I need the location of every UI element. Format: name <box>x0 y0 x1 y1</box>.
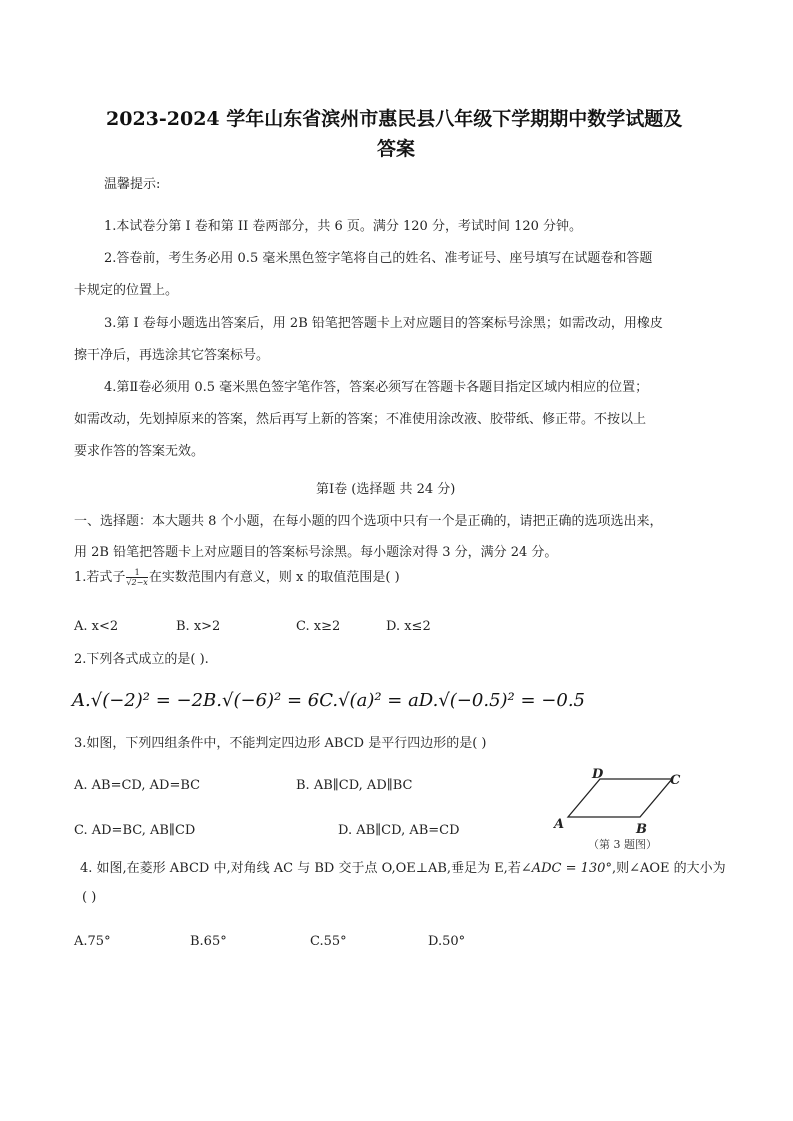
question-1-option-d: D. x≤2 <box>386 619 431 634</box>
page-title-line-2: 答案 <box>377 138 416 160</box>
tip-line-3: 卡规定的位置上。 <box>74 283 179 298</box>
parallelogram-abcd <box>568 779 672 817</box>
section-intro-line-1: 一、选择题：本大题共 8 个小题，在每小题的四个选项中只有一个是正确的，请把正确的选项选出来， <box>74 514 663 529</box>
question-4-stem <box>80 860 726 878</box>
question-2-stem: 2.下列各式成立的是( ). <box>74 652 209 667</box>
question-3-option-a: A. AB=CD, AD=BC <box>74 778 201 793</box>
tip-line-1: 1.本试卷分第 I 卷和第 II 卷两部分，共 6 页。满分 120 分，考试时间 120 分钟。 <box>104 219 583 234</box>
question-4-stem-start: 4. 如图,在菱形 ABCD 中,对角线 AC 与 BD 交于点 O,OE⊥AB,垂足为 E,若 <box>80 861 521 876</box>
tip-line-5: 擦干净后，再选涂其它答案标号。 <box>74 348 270 363</box>
question-1-option-c: C. x≥2 <box>296 619 341 634</box>
question-3-figure <box>550 762 690 852</box>
vertex-label-b: B <box>636 822 647 837</box>
tip-line-4: 3.第 I 卷每小题选出答案后，用 2B 铅笔把答题卡上对应题目的答案标号涂黑；如需改动，用橡皮 <box>104 316 663 331</box>
page-title-line-1: 2023-2024 学年山东省滨州市惠民县八年级下学期期中数学试题及 <box>106 108 683 130</box>
question-1-stem <box>74 568 400 587</box>
fraction-denominator: √2−x <box>126 578 148 587</box>
question-3-stem: 3.如图，下列四组条件中，不能判定四边形 ABCD 是平行四边形的是( ) <box>74 736 487 751</box>
question-3-option-b: B. AB∥CD, AD∥BC <box>296 778 413 793</box>
question-2-options-math: A.√(−2)² = −2B.√(−6)² = 6C.√(a)² = aD.√(−0.5)² = −0.5 <box>72 690 585 711</box>
tip-line-6: 4.第Ⅱ卷必须用 0.5 毫米黑色签字笔作答，答案必须写在答题卡各题目指定区域内相应的位置； <box>104 380 649 395</box>
question-4-option-a: A.75° <box>74 934 111 949</box>
figure-caption: （第 3 题图） <box>588 838 657 851</box>
question-1-stem-end: 在实数范围内有意义，则 x 的取值范围是( ) <box>148 570 400 585</box>
tips-heading: 温馨提示: <box>104 177 161 192</box>
question-3-option-d: D. AB∥CD, AB=CD <box>338 823 460 838</box>
question-1-fraction <box>126 568 147 587</box>
question-4-option-c: C.55° <box>310 934 347 949</box>
tip-line-8: 要求作答的答案无效。 <box>74 444 205 459</box>
question-4-angle-math: ∠ADC = 130° <box>520 861 612 876</box>
question-4-option-b: B.65° <box>190 934 227 949</box>
question-4-stem-end: ,则∠AOE 的大小为 <box>611 861 726 876</box>
tip-line-7: 如需改动，先划掉原来的答案，然后再写上新的答案；不准使用涂改液、胶带纸、修正带。不按以上 <box>74 412 647 427</box>
question-1-stem-start: 1.若式子 <box>74 570 126 585</box>
vertex-label-c: C <box>670 773 681 788</box>
question-4-answer-paren: ( ) <box>82 890 97 905</box>
question-1-option-a: A. x<2 <box>74 619 119 634</box>
fraction-numerator: 1 <box>126 568 147 578</box>
tip-line-2: 2.答卷前，考生务必用 0.5 毫米黑色签字笔将自己的姓名、准考证号、座号填写在试题卷和答题 <box>104 251 653 266</box>
vertex-label-d: D <box>592 767 604 782</box>
section-intro-line-2: 用 2B 铅笔把答题卡上对应题目的答案标号涂黑。每小题涂对得 3 分，满分 24 分。 <box>74 545 558 560</box>
question-1-option-b: B. x>2 <box>176 619 221 634</box>
section-heading: 第Ⅰ卷 (选择题 共 24 分) <box>316 482 456 497</box>
vertex-label-a: A <box>554 817 565 832</box>
question-4-option-d: D.50° <box>428 934 466 949</box>
question-3-option-c: C. AD=BC, AB∥CD <box>74 823 196 838</box>
